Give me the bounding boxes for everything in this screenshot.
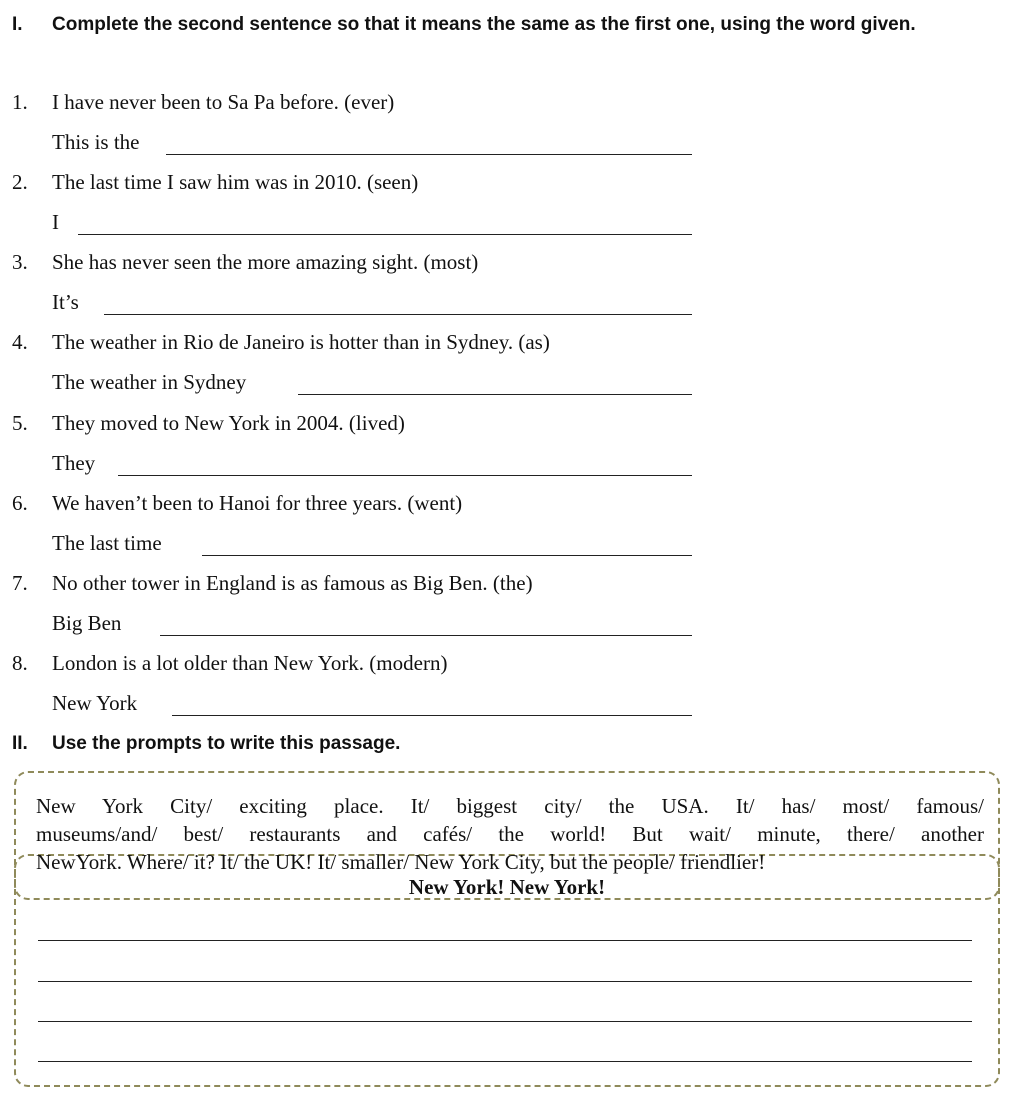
exercise-item-3: [12, 242, 702, 322]
item-prompt: The weather in Sydney: [52, 370, 247, 394]
item-number: 6.: [12, 491, 28, 515]
passage-title: New York! New York!: [408, 875, 606, 899]
item-prompt: The last time: [52, 531, 162, 555]
item-number: 2.: [12, 170, 28, 194]
exercise-item-8: [12, 643, 702, 723]
item-sentence: She has never seen the more amazing sight. (most): [52, 250, 479, 274]
section-2-number: II.: [12, 733, 28, 754]
answer-blank[interactable]: [172, 715, 692, 716]
answer-row: [52, 282, 692, 322]
item-prompt: It’s: [52, 290, 79, 314]
exercise-item-5: [12, 403, 702, 483]
item-number: 7.: [12, 571, 28, 595]
passage-line-3: NewYork. Where/ it? It/ the UK! It/ smaller/ New York City, but the people/ friendlier!: [36, 850, 766, 874]
item-number: 5.: [12, 411, 28, 435]
passage-prompts: [36, 792, 984, 876]
writing-line-1[interactable]: [38, 940, 972, 941]
section-1-heading: [12, 5, 1022, 85]
answer-row: [52, 603, 692, 643]
answer-blank[interactable]: [202, 555, 692, 556]
answer-row: [52, 362, 692, 402]
item-sentence: I have never been to Sa Pa before. (ever): [52, 90, 395, 114]
item-prompt: Big Ben: [52, 611, 122, 635]
answer-row: [52, 122, 692, 162]
answer-blank[interactable]: [298, 394, 692, 395]
writing-line-2[interactable]: [38, 981, 972, 982]
answer-row: [52, 683, 692, 723]
item-number: 1.: [12, 90, 28, 114]
passage-line-2: museums/and/ best/ restaurants and cafés/ the world! But wait/ minute, there/ another: [36, 822, 984, 846]
answer-blank[interactable]: [78, 234, 692, 235]
item-sentence: No other tower in England is as famous as Big Ben. (the): [52, 571, 533, 595]
item-sentence: London is a lot older than New York. (modern): [52, 651, 448, 675]
answer-row: [52, 523, 692, 563]
exercise-item-7: [12, 563, 702, 643]
answer-blank[interactable]: [118, 475, 692, 476]
exercise-item-6: [12, 483, 702, 563]
item-sentence: The weather in Rio de Janeiro is hotter than in Sydney. (as): [52, 330, 550, 354]
item-number: 4.: [12, 330, 28, 354]
section-2-heading: [12, 724, 1022, 764]
section-2-instruction: Use the prompts to write this passage.: [52, 733, 401, 754]
section-1-number: I.: [12, 14, 23, 35]
answer-row: [52, 443, 692, 483]
exercise-item-4: [12, 322, 702, 402]
item-sentence: They moved to New York in 2004. (lived): [52, 411, 405, 435]
exercise-item-1: [12, 82, 702, 162]
answer-blank[interactable]: [104, 314, 692, 315]
item-prompt: I: [52, 210, 59, 234]
item-prompt: New York: [52, 691, 138, 715]
passage-line-1: New York City/ exciting place. It/ biggest city/ the USA. It/ has/ most/ famous/: [36, 794, 984, 818]
answer-blank[interactable]: [166, 154, 692, 155]
section-1-instruction: Complete the second sentence so that it means the same as the first one, using the word given.: [52, 14, 916, 35]
item-prompt: This is the: [52, 130, 140, 154]
item-sentence: We haven’t been to Hanoi for three years. (went): [52, 491, 463, 515]
answer-blank[interactable]: [160, 635, 692, 636]
exercise-item-2: [12, 162, 702, 242]
writing-line-3[interactable]: [38, 1021, 972, 1022]
item-number: 8.: [12, 651, 28, 675]
item-sentence: The last time I saw him was in 2010. (seen): [52, 170, 419, 194]
answer-row: [52, 202, 692, 242]
item-number: 3.: [12, 250, 28, 274]
item-prompt: They: [52, 451, 96, 475]
writing-line-4[interactable]: [38, 1061, 972, 1062]
